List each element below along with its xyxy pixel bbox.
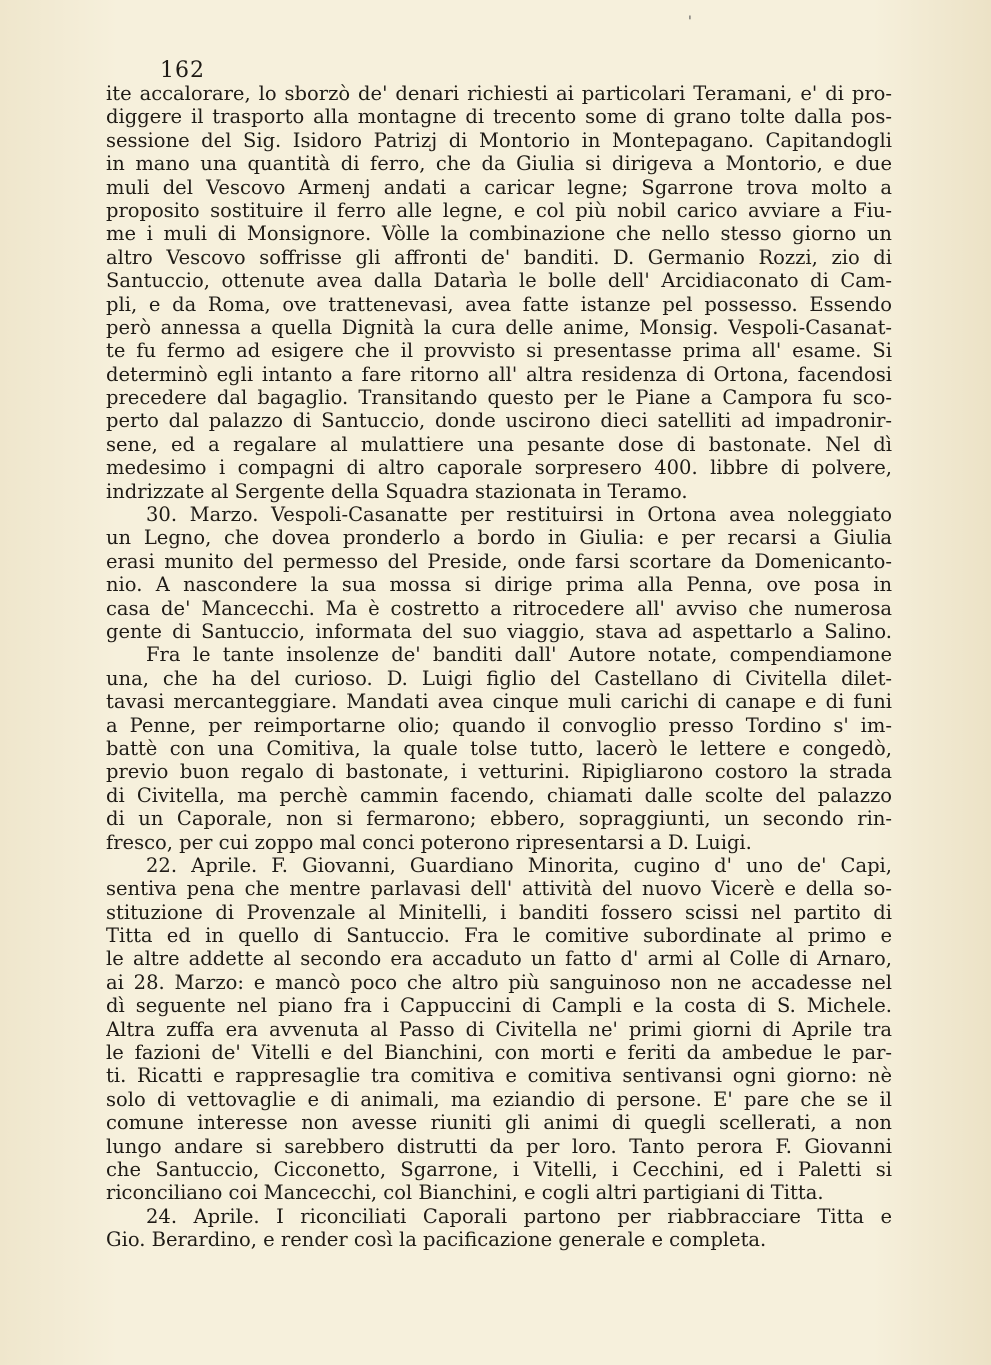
text-line: erasi munito del permesso del Preside, onde farsi scortare da Domenicanto- bbox=[106, 549, 892, 573]
text-line: diggere il trasporto alla montagne di trecento some di grano tolte dalla pos- bbox=[106, 105, 892, 129]
text-line: proposito sostituire il ferro alle legne, e col più nobil carico avviare a Fiu- bbox=[106, 198, 892, 222]
text-line: in mano una quantità di ferro, che da Giulia si dirigeva a Montorio, e due bbox=[106, 152, 892, 176]
text-line: casa de' Mancecchi. Ma è costretto a ritrocedere all' avviso che numerosa bbox=[106, 596, 892, 620]
text-line: te fu fermo ad esigere che il provvisto si presentasse prima all' esame. Si bbox=[106, 339, 892, 363]
text-line: indrizzate al Sergente della Squadra stazionata in Teramo. bbox=[106, 479, 688, 503]
text-line: un Legno, che dovea pronderlo a bordo in Giulia: e per recarsi a Giulia bbox=[106, 526, 892, 550]
text-line: stituzione di Provenzale al Minitelli, i banditi fossero scissi nel partito di bbox=[106, 900, 892, 924]
text-line: me i muli di Monsignore. Vòlle la combinazione che nello stesso giorno un bbox=[106, 222, 892, 246]
text-line: medesimo i compagni di altro caporale sorpresero 400. libbre di polvere, bbox=[106, 456, 892, 480]
text-line: le altre addette al secondo era accaduto un fatto d' armi al Colle di Arnaro, bbox=[106, 947, 892, 971]
text-line: pli, e da Roma, ove trattenevasi, avea fatte istanze pel possesso. Essendo bbox=[106, 292, 892, 316]
text-line: che Santuccio, Cicconetto, Sgarrone, i Vitelli, i Cecchini, ed i Paletti si bbox=[106, 1157, 892, 1181]
text-line: 30. Marzo. Vespoli-Casanatte per restituirsi in Ortona avea noleggiato bbox=[146, 503, 892, 527]
text-line: sessione del Sig. Isidoro Patrizj di Montorio in Montepagano. Capitandogli bbox=[106, 128, 892, 152]
text-line: Gio. Berardino, e render così la pacificazione generale e completa. bbox=[106, 1228, 767, 1252]
text-line: dì seguente nel piano fra i Cappuccini di Campli e la costa di S. Michele. bbox=[106, 994, 892, 1018]
text-line: ai 28. Marzo: e mancò poco che altro più sanguinoso non ne accadesse nel bbox=[106, 970, 892, 994]
text-line: solo di vettovaglie e di animali, ma eziandio di persone. E' pare che se il bbox=[106, 1087, 892, 1111]
text-line: determinò egli intanto a fare ritorno all' altra residenza di Ortona, facendosi bbox=[106, 362, 892, 386]
text-line: gente di Santuccio, informata del suo viaggio, stava ad aspettarlo a Salino. bbox=[106, 619, 892, 643]
text-line: nio. A nascondere la sua mossa si dirige prima alla Penna, ove posa in bbox=[106, 573, 892, 597]
text-line: tavasi mercanteggiare. Mandati avea cinque muli carichi di canape e di funi bbox=[106, 690, 892, 714]
text-line: 22. Aprile. F. Giovanni, Guardiano Minorita, cugino d' uno de' Capi, bbox=[146, 853, 892, 877]
text-line: lungo andare si sarebbero distrutti da per loro. Tanto perora F. Giovanni bbox=[106, 1134, 892, 1158]
text-line: Titta ed in quello di Santuccio. Fra le comitive subordinate al primo e bbox=[106, 924, 892, 948]
text-line: a Penne, per reimportarne olio; quando il convoglio presso Tordino s' im- bbox=[106, 713, 892, 737]
page-number: 162 bbox=[160, 58, 205, 83]
text-line: Santuccio, ottenute avea dalla Datarìa le bolle dell' Arcidiaconato di Cam- bbox=[106, 269, 892, 293]
text-line: altro Vescovo soffrisse gli affronti de' banditi. D. Germanio Rozzi, zio di bbox=[106, 245, 892, 269]
top-mark: ' bbox=[688, 14, 692, 30]
text-line: fresco, per cui zoppo mal conci poterono ripresentarsi a D. Luigi. bbox=[106, 830, 752, 854]
text-line: comune interesse non avesse riuniti gli animi di quegli scellerati, a non bbox=[106, 1111, 892, 1135]
text-line: sentiva pena che mentre parlavasi dell' attività del nuovo Vicerè e della so- bbox=[106, 877, 892, 901]
text-line: di Civitella, ma perchè cammin facendo, chiamati dalle scolte del palazzo bbox=[106, 783, 892, 807]
text-line: previo buon regalo di bastonate, i vetturini. Ripigliarono costoro la strada bbox=[106, 760, 892, 784]
text-line: di un Caporale, non si fermarono; ebbero, sopraggiunti, un secondo rin- bbox=[106, 807, 892, 831]
text-line: ite accalorare, lo sborzò de' denari richiesti ai particolari Teramani, e' di pro- bbox=[106, 82, 892, 105]
text-line: 24. Aprile. I riconciliati Caporali partono per riabbracciare Titta e bbox=[146, 1204, 892, 1228]
text-line: però annessa a quella Dignità la cura delle anime, Monsig. Vespoli-Casanat- bbox=[106, 315, 892, 339]
text-line: sene, ed a regalare al mulattiere una pesante dose di bastonate. Nel dì bbox=[106, 432, 892, 456]
text-line: Fra le tante insolenze de' banditi dall' Autore notate, compendiamone bbox=[146, 643, 892, 667]
text-line: ti. Ricatti e rappresaglie tra comitiva e comitiva sentivansi ogni giorno: nè bbox=[106, 1064, 892, 1088]
text-line: perto dal palazzo di Santuccio, donde uscirono dieci satelliti ad impadronir- bbox=[106, 409, 892, 433]
body-text bbox=[106, 82, 892, 1252]
text-line: riconciliano coi Mancecchi, col Bianchini, e cogli altri partigiani di Titta. bbox=[106, 1181, 824, 1205]
text-line: le fazioni de' Vitelli e del Bianchini, con morti e feriti da ambedue le par- bbox=[106, 1041, 892, 1065]
text-line: una, che ha del curioso. D. Luigi figlio del Castellano di Civitella dilet- bbox=[106, 666, 892, 690]
text-line: muli del Vescovo Armenj andati a caricar legne; Sgarrone trova molto a bbox=[106, 175, 892, 199]
text-line: battè con una Comitiva, la quale tolse tutto, lacerò le lettere e congedò, bbox=[106, 736, 892, 760]
text-line: Altra zuffa era avvenuta al Passo di Civitella ne' primi giorni di Aprile tra bbox=[106, 1017, 892, 1041]
text-line: precedere dal bagaglio. Transitando questo per le Piane a Campora fu sco- bbox=[106, 386, 892, 410]
